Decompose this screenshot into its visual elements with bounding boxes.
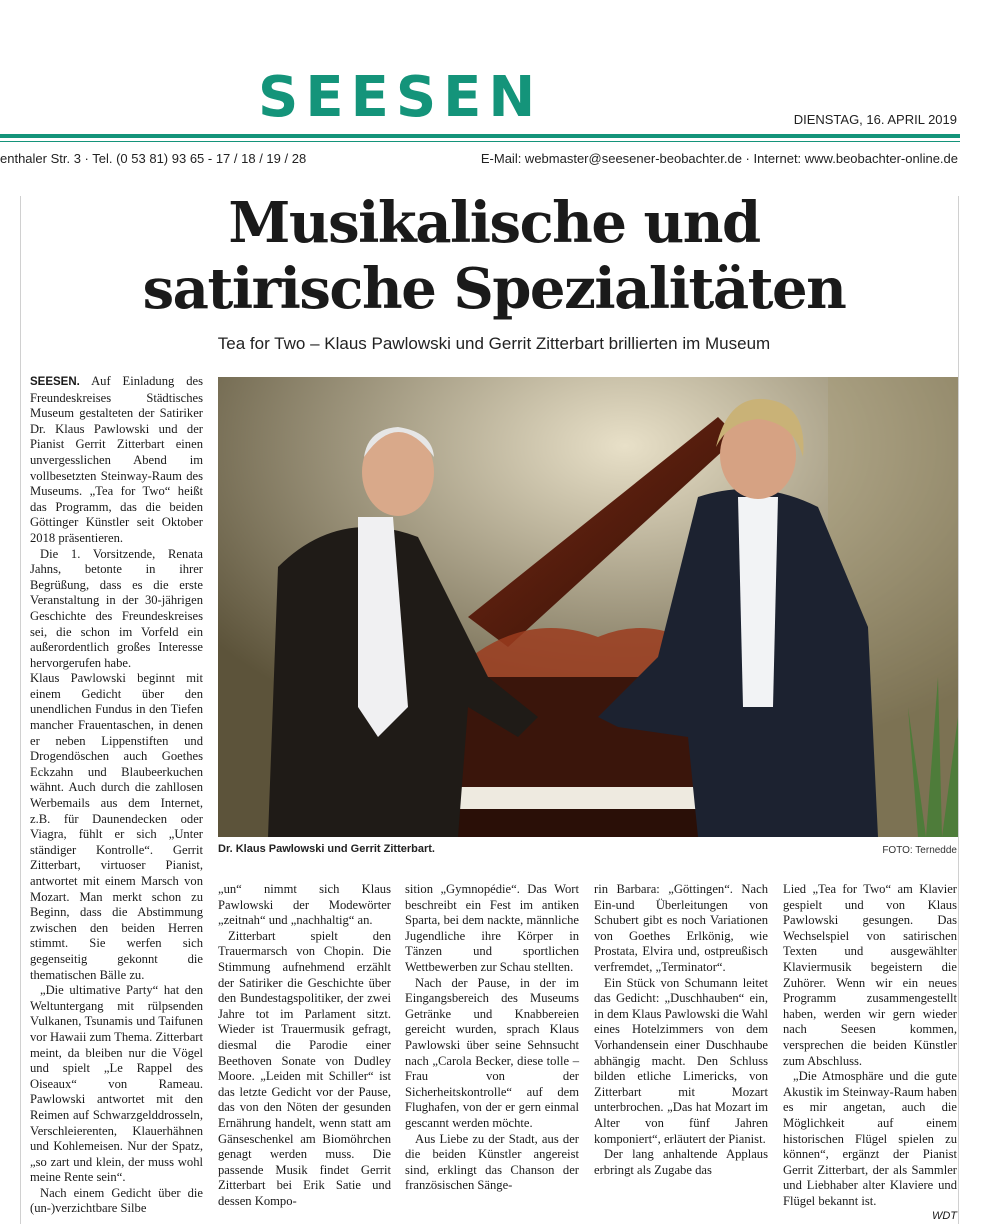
paragraph: Der lang anhaltende Applaus erbringt als Zugabe das	[594, 1147, 768, 1177]
column-frame-left	[20, 196, 21, 1224]
paragraph: rin Barbara: „Göttingen“. Nach Ein-und Überleitungen von Schubert gibt es noch Variationen von Goethes Erlkönig, wie Prostata, Elvira und, ostpreußisch verfremdet, „Terminator“.	[594, 882, 768, 974]
paragraph-text: Auf Einladung des Freundeskreises Städtisches Museum gestalteten der Satiriker Dr. Klaus Pawlowski und der Pianist Gerrit Zitterbart einen unvergesslichen Abend im vollbesetzten Steinway-Raum des Museums. „Tea for Two“ heißt das Programm, das die beiden Göttinger Künstler seit Oktober 2018 präsentieren.	[30, 374, 203, 545]
paragraph: „un“ nimmt sich Klaus Pawlowski der Modewörter „zeitnah“ und „nachhaltig“ an.	[218, 882, 391, 928]
paragraph: sition „Gymnopédie“. Das Wort beschreibt ein Fest im antiken Sparta, bei dem nackte, männliche Jugendliche ihre Körper in Tänzen und sportlichen Wettbewerben zur Schau stellten.	[405, 882, 579, 974]
contact-web: E-Mail: webmaster@seesener-beobachter.de · Internet: www.beobachter-online.de	[480, 151, 958, 166]
headline-line-1: Musikalische und	[228, 190, 760, 256]
article-column-2	[218, 882, 391, 1210]
paragraph: Nach der Pause, in der im Eingangsbereich des Museums Getränke und Knabbereien gereicht wurden, sprach Klaus Pawlowski über seine Sehnsucht nach „Carola Becker, diese tolle – Frau von der Sicherheitskontrolle“ auf dem Flughafen, von der er gern einmal gescannt werden möchte.	[405, 975, 579, 1130]
masthead-title: SEESEN	[258, 65, 543, 130]
paragraph: Klaus Pawlowski beginnt mit einem Gedicht über den unendlichen Fundus in den Tiefen mancher Frauentaschen, in denen er neben Lippenstiften und Drogendöschen auch Goethes Eckzahn und Blaubeerkuchen wähnt. Auch durch die zahllosen Werbemails aus dem Internet, z.B. für Daunendecken oder Viagra, fühlt er sich „Unter ständiger Kontrolle“. Gerrit Zitterbart, virtuoser Pianist, antwortet mit einem Marsch von Mozart. Man merkt schon zu Beginn, dass die Abstimmung zwischen den beiden Herren stimmt. Sie werfen sich gegenseitig gekonnt die thematischen Bälle zu.	[30, 671, 203, 982]
paragraph: Zitterbart spielt den Trauermarsch von Chopin. Die Stimmung aufnehmend erzählt der Satiriker die Geschichte über den Bundestagspolitiker, der zwei Jahre tot im Parlament sitzt. Wieder ist Trauermusik gefragt, diesmal die Parodie einer Beethoven Sonate von Dudley Moore. „Leiden mit Schiller“ ist das letzte Gedicht vor der Pause, das von den Nöten der gesunden Ernährung handelt, wenn statt am Gänseschenkel am Biomöhrchen genagt werden muss. Die passende Musik findet Gerrit Zitterbart bei Erik Satie und dessen Kompo-	[218, 928, 391, 1208]
paragraph: „Die ultimative Party“ hat den Weltuntergang mit rülpsenden Vulkanen, Tsunamis und Taifunen vor Hawaii zum Thema. Zitterbart meint, da bleiben nur die Vögel und spielt „Le Rappel des Oiseaux“ von Rameau. Pawlowski antwortet mit den Reimen auf Schwarzgelddrosseln, Verschleierenten, Klauerhähnen und Kohlemeisen. Nur der Spatz, „so zart und klein, der muss wohl meine Rente sein“.	[30, 983, 203, 1185]
paragraph: Lied „Tea for Two“ am Klavier gespielt und von Klaus Pawlowski gesungen. Das Wechselspiel von satirischen Texten und ausgewählter Klaviermusik begeistern die Zuhörer. Wenn wir ein neues Programm zusammengestellt haben, werden wir gern wieder nach Seesen kommen, versprechen die beiden Künstler zum Abschluss.	[783, 882, 957, 1068]
article-column-4	[594, 882, 768, 1210]
photo-illustration	[218, 377, 958, 837]
article-subheadline: Tea for Two – Klaus Pawlowski und Gerrit Zitterbart brillierten im Museum	[217, 334, 771, 353]
paragraph: „Die Atmosphäre und die gute Akustik im Steinway-Raum haben es mir angetan, auch die Möglichkeit auf einem historischen Flügel spielen zu können“, ergänzt der Pianist Gerrit Zitterbart, der als Sammler und Liebhaber alter Klaviere und Flügel bekannt ist.	[783, 1069, 957, 1208]
column-frame-right	[958, 196, 959, 1224]
masthead-rule	[0, 134, 960, 138]
article-column-3	[405, 882, 579, 1210]
headline-line-2: satirische Spezialitäten	[142, 256, 846, 322]
article-column-5	[783, 882, 957, 1223]
dateline: SEESEN.	[30, 376, 80, 388]
photo-caption: Dr. Klaus Pawlowski und Gerrit Zitterbart.	[218, 843, 435, 855]
article-headline	[30, 190, 958, 322]
paragraph: Ein Stück von Schumann leitet das Gedicht: „Duschhauben“ ein, in dem Klaus Pawlowski die Wahl eines Hotelzimmers von dem Vorhandensein einer Duschhaube abhängig macht. Den Schluss bilden etliche Limericks, von Zitterbart mit Mozart unterbrochen. „Das hat Mozart im Alter von fünf Jahren komponiert“, erläutert der Pianist.	[594, 975, 768, 1146]
masthead-rule-thin	[0, 141, 960, 142]
paragraph: Aus Liebe zu der Stadt, aus der die beiden Künstler angereist sind, erklingt das Chanson der französischen Sänge-	[405, 1131, 579, 1193]
author-initials: WDT	[931, 1210, 957, 1223]
paragraph	[30, 374, 203, 547]
article-column-1	[30, 374, 203, 1216]
paragraph: Die 1. Vorsitzende, Renata Jahns, betonte in ihrer Begrüßung, dass es die erste Veranstaltung in der 30-jährigen Geschichte des Freundeskreises sei, die schon im Vorfeld ein außerordentlich großes Interesse hervorgerufen habe.	[30, 546, 203, 670]
paragraph: Nach einem Gedicht über die (un-)verzichtbare Silbe	[30, 1185, 203, 1216]
article-photo	[218, 377, 958, 837]
photo-credit: FOTO: Ternedde	[882, 845, 957, 856]
contact-address: enthaler Str. 3 · Tel. (0 53 81) 93 65 - 17 / 18 / 19 / 28	[0, 151, 307, 166]
issue-date: DIENSTAG, 16. APRIL 2019	[793, 112, 957, 127]
